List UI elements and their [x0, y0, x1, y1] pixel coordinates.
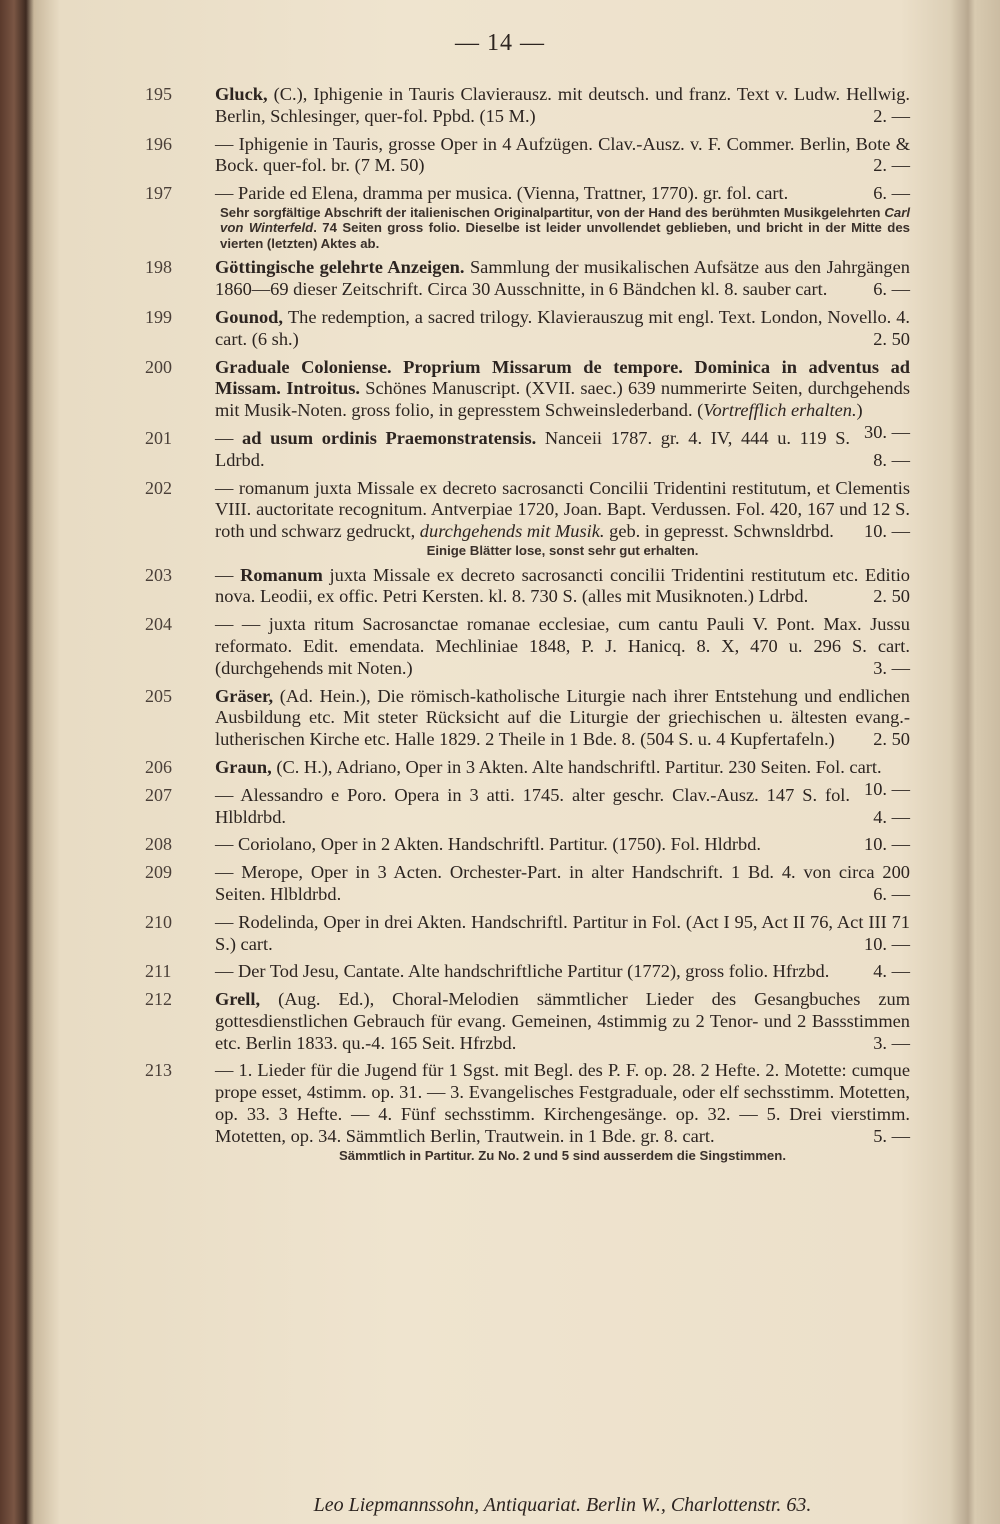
catalog-page	[40, 0, 960, 1524]
entry-description	[215, 834, 910, 856]
catalog-entry	[40, 989, 960, 1054]
entry-number: 211	[145, 961, 172, 982]
catalog-entry	[40, 614, 960, 679]
entry-text-run: Einige Blätter lose, sonst sehr gut erhalten.	[426, 543, 699, 559]
entry-number: 196	[145, 133, 172, 154]
entry-number: 208	[145, 834, 172, 855]
entry-price: 6. —	[873, 183, 910, 204]
catalog-entry	[40, 307, 960, 351]
entry-number: 207	[145, 784, 172, 805]
entry-text-run: —	[215, 564, 241, 585]
entry-description	[215, 862, 910, 906]
entry-price: 6. —	[873, 883, 910, 904]
entry-number: 197	[145, 183, 172, 204]
entry-text-run: Schönes Manuscript. (XVII. saec.) 639 nummerirte Seiten, durchgehends mit Musik-Noten. gross folio, in gepresstem Schweinslederband. (	[215, 378, 910, 421]
entry-price: 4. —	[873, 961, 910, 982]
entry-price: 4. —	[873, 806, 910, 827]
entry-text-run: The redemption, a sacred trilogy. Klavierauszug mit engl. Text. London, Novello. 4. cart. (6 sh.)	[215, 307, 911, 349]
entry-price: 10. —	[864, 933, 910, 954]
entry-price: 8. —	[873, 449, 910, 470]
entry-description	[215, 307, 910, 351]
entry-description	[215, 428, 910, 472]
entry-text-run: Carl von Winterfeld	[220, 204, 910, 236]
entry-number: 212	[145, 989, 172, 1010]
entry-description	[215, 565, 910, 609]
entry-heading: Romanum	[240, 564, 330, 585]
catalog-entry	[40, 134, 960, 178]
entry-note	[215, 1148, 910, 1164]
entry-text-run: juxta Missale ex decreto sacrosancti concilii Tridentini restitutum etc. Editio nova. Leodii, ex offic. Petri Kersten. kl. 8. 730 S. (alles mit Musiknoten.) Ldrbd.	[215, 564, 910, 607]
entry-heading: Gräser,	[215, 685, 280, 706]
catalog-entry	[40, 428, 960, 472]
entry-text-run: (C. H.), Adriano, Oper in 3 Akten. Alte handschriftl. Partitur. 230 Seiten. Fol. cart.	[276, 756, 882, 777]
entry-price: 10. —	[864, 834, 910, 855]
entry-text-run: — Der Tod Jesu, Cantate. Alte handschriftliche Partitur (1772), gross folio. Hfrzbd.	[215, 961, 830, 982]
entry-number: 204	[145, 614, 172, 635]
entry-price: 2. —	[873, 155, 910, 176]
entry-number: 213	[145, 1060, 172, 1081]
entry-heading: ad usum ordinis Praemonstratensis.	[242, 428, 545, 449]
catalog-entries	[40, 84, 960, 1169]
catalog-entry	[40, 257, 960, 301]
entry-number: 201	[145, 428, 172, 449]
entry-text-run: — Paride ed Elena, dramma per musica. (Vienna, Trattner, 1770). gr. fol. cart.	[215, 183, 789, 204]
entry-heading: Graun,	[215, 756, 277, 777]
entry-text-run: — Alessandro e Poro. Opera in 3 atti. 1745. alter geschr. Clav.-Ausz. 147 S. fol. Hlbldrbd.	[215, 784, 851, 827]
entry-text-run: — Coriolano, Oper in 2 Akten. Handschriftl. Partitur. (1750). Fol. Hldrbd.	[215, 834, 762, 855]
entry-number: 200	[145, 356, 172, 377]
entry-number: 198	[145, 257, 172, 278]
entry-text-run: durchgehends mit Musik.	[419, 521, 605, 542]
entry-heading: Grell,	[215, 989, 279, 1010]
entry-description	[215, 912, 910, 956]
entry-price: 30. —	[864, 422, 910, 443]
entry-price: 10. —	[864, 778, 910, 799]
entry-description	[215, 84, 910, 128]
entry-text-run: — Rodelinda, Oper in drei Akten. Handschriftl. Partitur in Fol. (Act I 95, Act II 76, Act III 71 S.) cart.	[215, 911, 910, 954]
entry-text-run: (C.), Iphigenie in Tauris Clavierausz. mit deutsch. und franz. Text v. Ludw. Hellwig. Berlin, Schlesinger, quer-fol. Ppbd. (15 M.)	[215, 84, 910, 126]
entry-description	[215, 686, 910, 751]
entry-price: 6. —	[873, 279, 910, 300]
entry-text-run: — Iphigenie in Tauris, grosse Oper in 4 Aufzügen. Clav.-Ausz. v. F. Commer. Berlin, Bote & Bock. quer-fol. br. (7 M. 50)	[215, 133, 910, 176]
entry-number: 195	[145, 84, 172, 104]
catalog-entry	[40, 565, 960, 609]
page-number: — 14 —	[455, 30, 545, 56]
entry-text-run: — Merope, Oper in 3 Acten. Orchester-Part. in alter Handschrift. 1 Bd. 4. von circa 200 Seiten. Hlbldrbd.	[215, 862, 910, 904]
entry-number: 209	[145, 862, 172, 883]
entry-text-run: . 74 Seiten gross folio. Dieselbe ist leider unvollendet geblieben, und bricht in der Mitte des vierten (letzten) Aktes ab.	[220, 220, 910, 251]
entry-description	[215, 614, 910, 679]
entry-text-run: (Ad. Hein.), Die römisch-katholische Liturgie nach ihrer Entstehung und endlichen Ausbildung etc. Mit steter Rücksicht auf die Liturgie der griechischen u. ältesten evang.-lutherischen Kirche etc. Halle 1829. 2 Theile in 1 Bde. 8. (504 S. u. 4 Kupfertafeln.)	[215, 685, 910, 750]
catalog-entry	[40, 834, 960, 856]
catalog-entry	[40, 912, 960, 956]
entry-text-run: Vortrefflich erhalten.	[703, 400, 857, 421]
entry-text-run: geb. in gepresst. Schwnsldrbd.	[604, 521, 834, 542]
entry-text-run: — romanum juxta Missale ex decreto sacrosancti Concilii Tridentini restitutum, et Clementis VIII. auctoritate recognitum. Antverpiae 1720, Joan. Bapt. Verdussen. Fol. 420, 167 und 12 S. roth und schwarz gedruckt,	[215, 477, 910, 542]
entry-number: 206	[145, 756, 172, 777]
entry-heading: Graduale Coloniense. Proprium Missarum de tempore. Dominica in adventus ad Missam. Introitus.	[215, 356, 910, 399]
publisher-footer: Leo Liepmannssohn, Antiquariat. Berlin W., Charlottenstr. 63.	[313, 1494, 812, 1516]
entry-description	[215, 961, 910, 983]
entry-number: 210	[145, 911, 172, 932]
entry-description	[215, 785, 910, 829]
catalog-entry	[40, 961, 960, 983]
entry-price: 2. —	[873, 105, 910, 126]
entry-text-run: — — juxta ritum Sacrosanctae romanae ecclesiae, cum cantu Pauli V. Pont. Max. Jussu reformato. Edit. emendata. Mechliniae 1848, P. J. Hanicq. 8. X, 470 u. 296 S. cart. (durchgehends mit Noten.)	[215, 614, 910, 678]
entry-text-run: Sehr sorgfältige Abschrift der italienischen Originalpartitur, von der Hand des berühmten Musikgelehrten	[220, 204, 885, 220]
entry-description	[215, 134, 910, 178]
entry-price: 2. 50	[873, 328, 910, 349]
entry-price: 2. 50	[873, 586, 910, 607]
entry-number: 205	[145, 685, 172, 706]
entry-text-run: —	[215, 428, 243, 449]
entry-number: 202	[145, 477, 172, 498]
entry-heading: Göttingische gelehrte Anzeigen.	[215, 257, 470, 278]
entry-price: 5. —	[873, 1125, 910, 1146]
entry-price: 2. 50	[873, 729, 910, 750]
catalog-entry	[40, 478, 960, 559]
catalog-entry	[40, 686, 960, 751]
entry-price: 3. —	[873, 1032, 910, 1053]
entry-text-run: (Aug. Ed.), Choral-Melodien sämmtlicher Lieder des Gesangbuches zum gottesdienstlichen Gebrauch für evang. Gemeinen, 4stimmig zu 2 Tenor- und 2 Bassstimmen etc. Berlin 1833. qu.-4. 165 Seit. Hfrzbd.	[215, 989, 910, 1053]
entry-text-run: Nanceii 1787. gr. 4. IV, 444 u. 119 S. Ldrbd.	[215, 428, 851, 470]
entry-price: 3. —	[873, 657, 910, 678]
entry-description	[215, 989, 910, 1054]
entry-text-run: )	[856, 400, 863, 421]
entry-price: 10. —	[864, 521, 910, 542]
catalog-entry	[40, 84, 960, 128]
entry-heading: Gluck,	[215, 84, 274, 104]
entry-number: 199	[145, 307, 172, 328]
entry-text-run: Sämmtlich in Partitur. Zu No. 2 und 5 sind ausserdem die Singstimmen.	[338, 1147, 786, 1163]
entry-description	[215, 1060, 910, 1147]
catalog-entry	[40, 1060, 960, 1163]
entry-text-run: Sammlung der musikalischen Aufsätze aus den Jahrgängen 1860—69 dieser Zeitschrift. Circa 30 Ausschnitte, in 6 Bändchen kl. 8. sauber cart.	[215, 257, 910, 300]
entry-note	[220, 205, 910, 252]
catalog-entry	[40, 862, 960, 906]
entry-heading: Gounod,	[215, 307, 288, 328]
entry-description	[215, 183, 910, 205]
catalog-entry	[40, 183, 960, 251]
entry-note	[215, 543, 910, 559]
entry-text-run: — 1. Lieder für die Jugend für 1 Sgst. mit Begl. des P. F. op. 28. 2 Hefte. 2. Motette: cumque prope esset, 4stimm. op. 31. — 3. Evangelisches Festgraduale, oder elf sechsstimm. Motetten, op. 33. 3 Hefte. — 4. Fünf sechsstimm. Kirchengesänge. op. 32. — 5. Drei vierstimm. Motetten, op. 34. Sämmtlich Berlin, Trautwein. in 1 Bde. gr. 8. cart.	[215, 1060, 910, 1146]
entry-description	[215, 257, 910, 301]
entry-description	[215, 478, 910, 543]
entry-description	[215, 756, 910, 799]
entry-number: 203	[145, 564, 172, 585]
catalog-entry	[40, 785, 960, 829]
